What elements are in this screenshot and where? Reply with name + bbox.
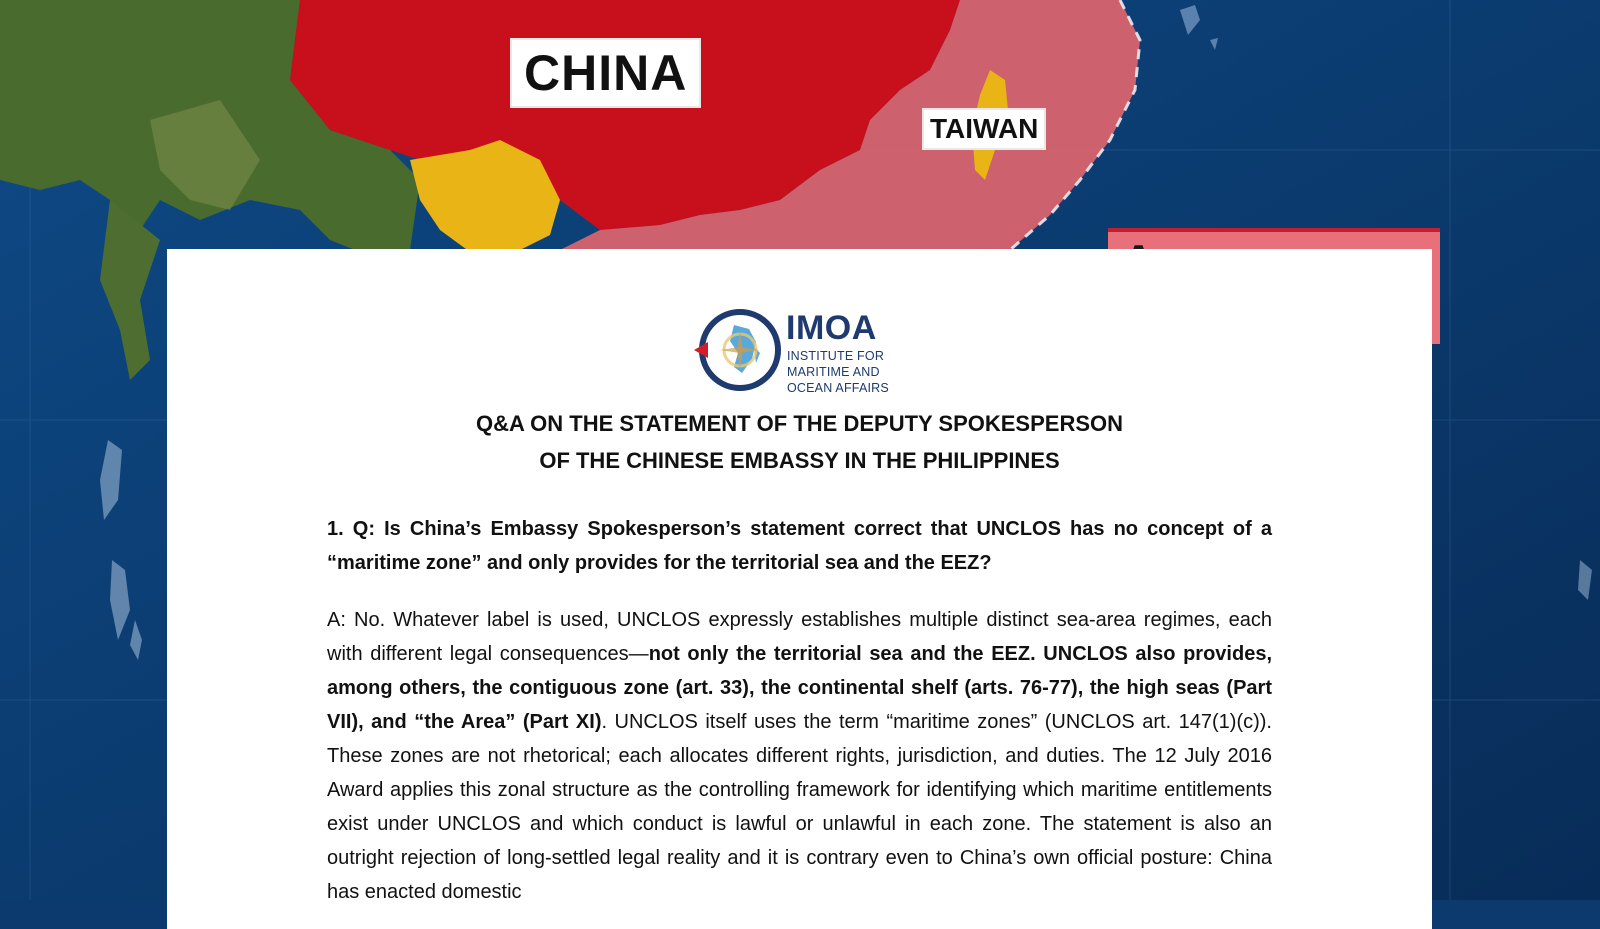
document-title-line-1: Q&A ON THE STATEMENT OF THE DEPUTY SPOKESPERSON: [475, 411, 1124, 436]
question-1: 1. Q: Is China’s Embassy Spokesperson’s statement correct that UNCLOS has no concept of a “maritime zone” and only provides for the territorial sea and the EEZ?: [327, 518, 1272, 574]
answer-text-part-3: . UNCLOS itself uses the term “maritime zones” (UNCLOS art. 147(1)(c)). These zones are not rhetorical; each allocates different rights, jurisdiction, and duties. The 12 July 2016 Award applies this zonal structure as the controlling framework for identifying which maritime entitlements exist under UNCLOS and which conduct is lawful or unlawful in each zone. The statement is also an outright rejection of long-settled legal reality and it is contrary even to China’s own official posture: China has enacted domestic: [327, 711, 1272, 903]
map-label-china: CHINA: [510, 38, 701, 108]
imoa-logo: [694, 307, 894, 393]
answer-text-bold: not only the territorial sea and the EEZ. UNCLOS also provides, among others, the contiguous zone (art. 33), the continental shelf (arts. 76-77), the high seas (Part VII), and “the Area” (Part XI): [327, 643, 1272, 733]
answer-1: [327, 603, 1272, 909]
map-label-taiwan: TAIWAN: [922, 108, 1046, 150]
logo-acronym: IMOA: [786, 309, 877, 347]
answer-text-part-1: A: No. Whatever label is used, UNCLOS expressly establishes multiple distinct sea-area regimes, each with different legal consequences—: [327, 609, 1272, 665]
compass-globe-icon: [694, 307, 784, 393]
document-page: [167, 249, 1432, 929]
logo-subtitle-line-3: OCEAN AFFAIRS: [787, 381, 889, 395]
logo-subtitle-line-1: INSTITUTE FOR: [787, 349, 885, 363]
document-title-line-2: OF THE CHINESE EMBASSY IN THE PHILIPPINES: [539, 448, 1060, 473]
logo-subtitle-line-2: MARITIME AND: [787, 365, 880, 379]
